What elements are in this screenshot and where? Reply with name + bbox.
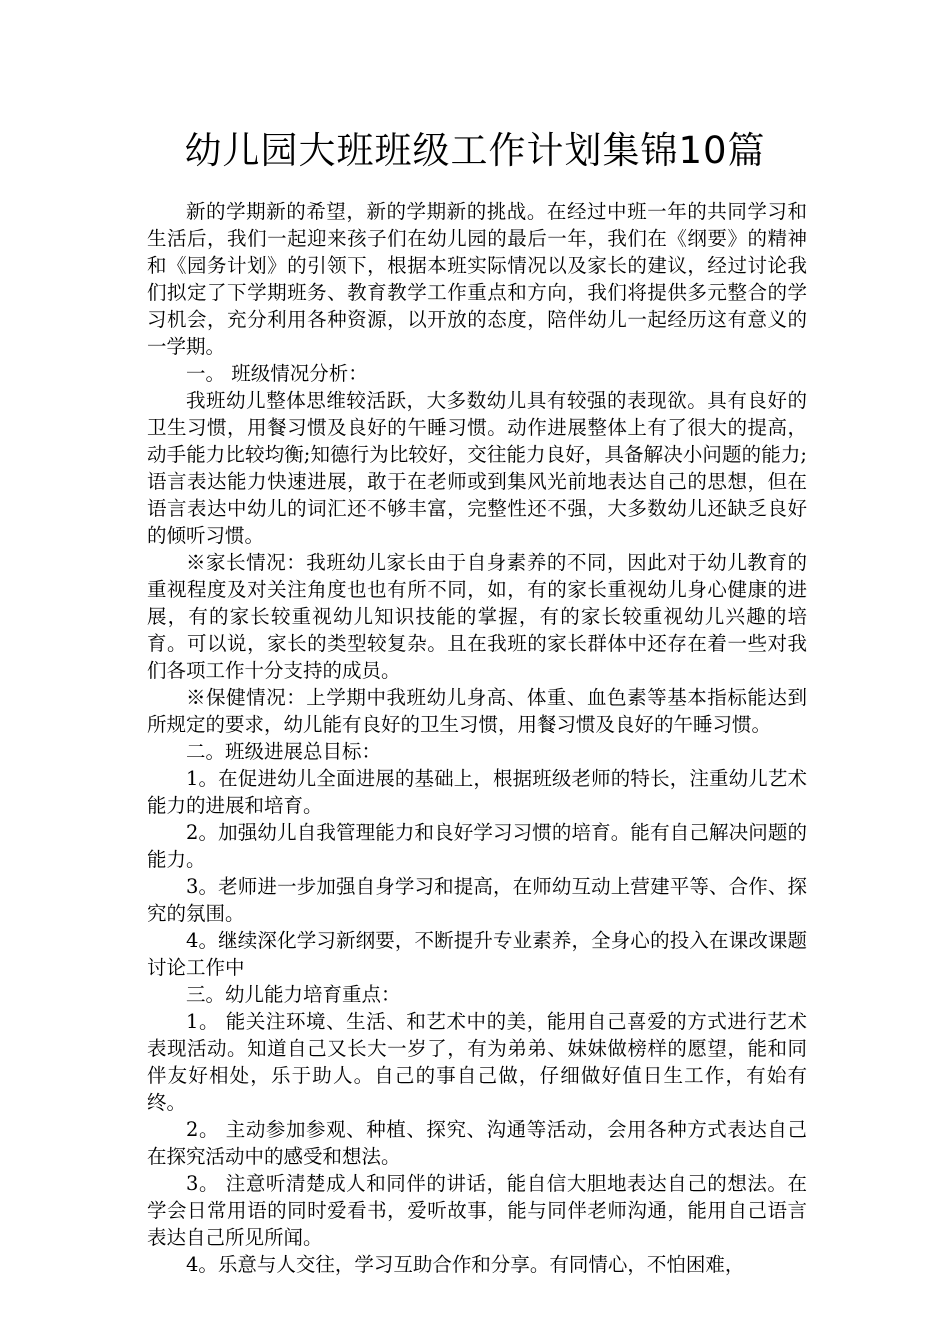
goal-item-1: 1。在促进幼儿全面进展的基础上，根据班级老师的特长，注重幼儿艺术能力的进展和培育。 (147, 767, 807, 817)
goal-item-2: 2。加强幼儿自我管理能力和良好学习习惯的培育。能有自己解决问题的能力。 (147, 821, 807, 871)
ability-item-4: 4。乐意与人交往，学习互助合作和分享。有同情心，不怕困难， (186, 1253, 745, 1276)
ability-item-1: 1。 能关注环境、生活、和艺术中的美，能用自己喜爱的方式进行艺术表现活动。知道自己又长大一岁了，有为弟弟、妹妹做榜样的愿望，能和同伴友好相处，乐于助人。自己的事自己做，仔细做好值日生工作，有始有终。 (147, 1010, 807, 1114)
section-heading-class-goals: 二。班级进展总目标： (186, 740, 382, 763)
ability-item-2: 2。 主动参加参观、种植、探究、沟通等活动，会用各种方式表达自己在探究活动中的感受和想法。 (147, 1118, 807, 1168)
document-body (147, 198, 807, 1278)
section-heading-ability-focus: 三。幼儿能力培育重点： (186, 983, 401, 1006)
parent-situation-paragraph: ※家长情况：我班幼儿家长由于自身素养的不同，因此对于幼儿教育的重视程度及对关注角度也也有所不同，如，有的家长重视幼儿身心健康的进展，有的家长较重视幼儿知识技能的掌握，有的家长较重视幼儿兴趣的培育。可以说，家长的类型较复杂。且在我班的家长群体中还存在着一些对我们各项工作十分支持的成员。 (147, 551, 807, 682)
goal-item-4: 4。继续深化学习新纲要，不断提升专业素养，全身心的投入在课改课题讨论工作中 (147, 929, 807, 979)
section-heading-class-analysis: 一。 班级情况分析： (186, 362, 368, 385)
ability-item-3: 3。 注意听清楚成人和同伴的讲话，能自信大胆地表达自己的想法。在学会日常用语的同时爱看书，爱听故事，能与同伴老师沟通，能用自己语言表达自己所见所闻。 (147, 1172, 807, 1249)
goal-item-3: 3。老师进一步加强自身学习和提高，在师幼互动上营建平等、合作、探究的氛围。 (147, 875, 807, 925)
document-title: 幼儿园大班班级工作计划集锦10篇 (184, 129, 766, 172)
health-situation-paragraph: ※保健情况：上学期中我班幼儿身高、体重、血色素等基本指标能达到所规定的要求，幼儿能有良好的卫生习惯，用餐习惯及良好的午睡习惯。 (147, 686, 807, 736)
intro-paragraph: 新的学期新的希望，新的学期新的挑战。在经过中班一年的共同学习和生活后，我们一起迎来孩子们在幼儿园的最后一年，我们在《纲要》的精神和《园务计划》的引领下，根据本班实际情况以及家长的建议，经过讨论我们拟定了下学期班务、教育教学工作重点和方向，我们将提供多元整合的学习机会，充分利用各种资源，以开放的态度，陪伴幼儿一起经历这有意义的一学期。 (147, 200, 807, 358)
class-analysis-paragraph: 我班幼儿整体思维较活跃，大多数幼儿具有较强的表现欲。具有良好的卫生习惯，用餐习惯及良好的午睡习惯。动作进展整体上有了很大的提高，动手能力比较均衡;知德行为比较好，交往能力良好，具备解决小问题的能力;语言表达能力快速进展，敢于在老师或到集风光前地表达自己的思想，但在语言表达中幼儿的词汇还不够丰富，完整性还不强，大多数幼儿还缺乏良好的倾听习惯。 (147, 389, 807, 547)
